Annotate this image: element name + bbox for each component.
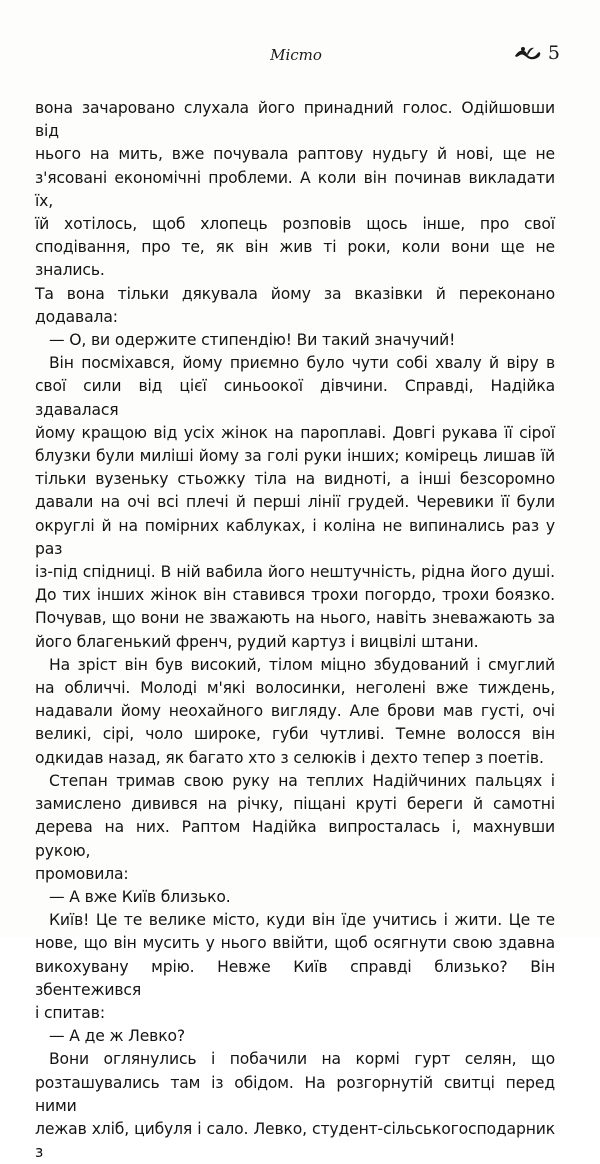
text-line: викохувану мрію. Невже Київ справді близько? Він збентежився [35,957,555,999]
text-line: Почував, що вони не зважають на нього, навіть зневажають за [35,609,555,628]
text-line: великі, сірі, чоло широке, губи чутливі. Темне волосся він [35,725,555,744]
page-number-group [512,42,560,64]
text-line: — О, ви одержите стипендію! Ви такий значучий! [49,331,456,350]
text-line: блузки були миліші йому за голі руки інших; комірець лишав їй [35,447,555,466]
text-line: вона зачаровано слухала його принадний голос. Одійшовши від [35,99,555,141]
page-number: 5 [547,42,560,64]
text-line: — А вже Київ близько. [49,887,231,906]
text-line: Та вона тільки дякувала йому за вказівки й переконано [35,284,555,303]
text-line: їй хотілось, щоб хлопець розповів щось інше, про свої [35,215,555,234]
text-line: промовила: [35,864,129,883]
text-line: Він посміхався, йому приємно було чути собі хвалу й віру в [49,354,555,373]
running-title: Місто [270,46,322,64]
text-line: Київ! Це те велике місто, куди він їде учитись і жити. Це те [49,911,555,930]
text-line: — А де ж Левко? [49,1027,186,1046]
running-head [32,42,560,70]
text-line: Степан тримав свою руку на теплих Надійчиних пальцях і [49,771,555,790]
text-line: На зріст він був високий, тілом міцно збудований і смуглий [49,655,555,674]
body-text [35,97,555,1164]
text-line: давали на очі всі плечі й перші лінії грудей. Черевики її були [35,493,555,512]
text-line: До тих інших жінок він ставився трохи погордо, трохи боязко. [35,586,555,605]
text-line: свої сили від цієї синьоокої дівчини. Справді, Надійка здавалася [35,377,555,419]
text-line: його благенький френч, рудий картуз і вицвілі штани. [35,632,479,651]
text-line: розташувались там із обідом. На розгорнутій свитці перед ними [35,1073,555,1115]
text-line: одкидав назад, як багато хто з селюків і дехто тепер з поетів. [35,748,544,767]
text-line: надавали йому неохайного вигляду. Але брови мав густі, очі [35,702,555,721]
text-line: з'ясовані економічні проблеми. А коли він починав викладати їх, [35,168,555,210]
text-line: нього на мить, вже почувала раптову нудьгу й нові, ще не [35,145,555,164]
text-line: замислено дивився на річку, піщані круті береги й самотні [35,795,555,814]
fleuron-icon [512,44,542,62]
text-line: на обличчі. Молоді м'які волосинки, неголені вже тиждень, [35,679,555,698]
text-line: тільки вузеньку стьожку тіла на видноті, а інші безсоромно [35,470,555,489]
text-line: лежав хліб, цибуля і сало. Левко, студент-сільськогосподарник з [35,1119,555,1162]
text-line: дерева на них. Раптом Надійка випросталась і, махнувши рукою, [35,818,555,860]
text-line: нове, що він мусить у нього ввійти, щоб осягнути свою здавна [35,934,555,953]
text-line: і спитав: [35,1003,105,1022]
text-line: із-під спідниці. В ній вабила його нештучність, рідна його душі. [35,563,555,582]
text-line: Вони оглянулись і побачили на кормі гурт селян, що [49,1050,555,1069]
text-line: сподівання, про те, як він жив ті роки, коли вони ще не знались. [35,238,555,280]
text-line: йому кращою від усіх жінок на пароплаві. Довгі рукава її сірої [35,423,555,442]
text-line: округлі й на помірних каблуках, і коліна не випинались раз у раз [35,516,555,558]
text-line: додавала: [35,307,118,326]
